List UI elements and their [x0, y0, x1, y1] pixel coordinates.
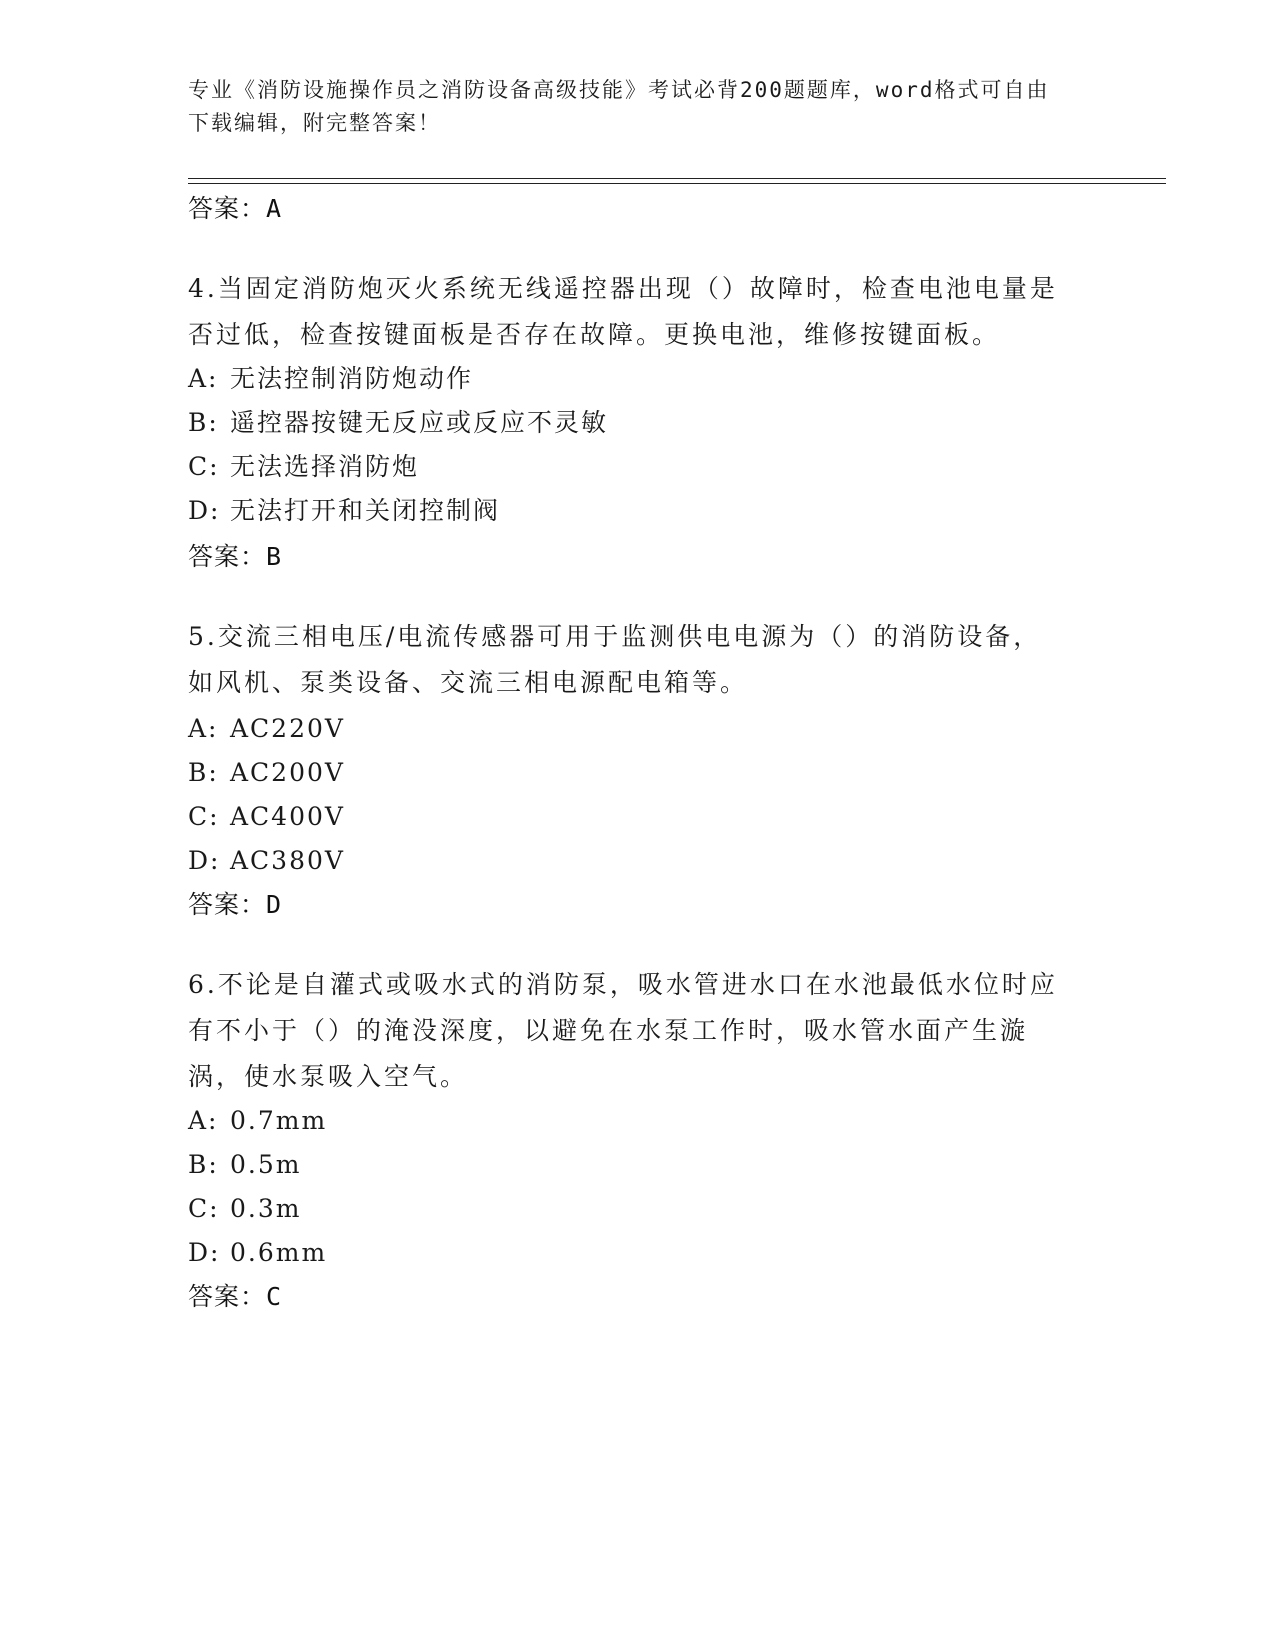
option-key: C: — [188, 1194, 220, 1223]
document-header: 专业《消防设施操作员之消防设备高级技能》考试必背200题题库，word格式可自由下载编辑，附完整答案！ — [188, 78, 1050, 135]
option-text: 遥控器按键无反应或反应不灵敏 — [230, 408, 609, 437]
question-5-option-d — [188, 844, 345, 878]
option-key: B: — [188, 1150, 219, 1179]
question-5-option-a — [188, 712, 345, 746]
option-key: B: — [188, 408, 219, 437]
question-6-option-b — [188, 1148, 301, 1182]
header-divider-bottom — [188, 183, 1166, 184]
option-text: 无法选择消防炮 — [230, 452, 420, 481]
question-6-option-d — [188, 1236, 327, 1270]
option-key: B: — [188, 758, 219, 787]
question-5-option-c — [188, 800, 345, 834]
option-key: C: — [188, 452, 220, 481]
option-key: C: — [188, 802, 220, 831]
question-6-answer: 答案：C — [188, 1282, 283, 1311]
question-4-stem: 4.当固定消防炮灭火系统无线遥控器出现（）故障时，检查电池电量是否过低，检查按键面板是否存在故障。更换电池，维修按键面板。 — [188, 274, 1058, 349]
question-4-answer: 答案：B — [188, 542, 283, 571]
option-text: 0.7mm — [230, 1106, 328, 1135]
option-text: AC380V — [230, 846, 345, 875]
option-key: A: — [188, 364, 219, 393]
option-key: D: — [188, 846, 221, 875]
option-key: A: — [188, 1106, 219, 1135]
option-text: 无法控制消防炮动作 — [230, 364, 474, 393]
question-4-option-c — [188, 450, 419, 484]
option-text: 0.3m — [230, 1194, 302, 1223]
option-text: 0.6mm — [230, 1238, 328, 1267]
question-4-option-d — [188, 494, 500, 528]
option-key: D: — [188, 1238, 221, 1267]
option-text: AC200V — [230, 758, 345, 787]
option-text: 0.5m — [230, 1150, 302, 1179]
question-5-option-b — [188, 756, 345, 790]
question-5-answer: 答案：D — [188, 890, 283, 919]
option-text: 无法打开和关闭控制阀 — [230, 496, 501, 525]
option-text: AC220V — [230, 714, 345, 743]
header-divider-top — [188, 178, 1166, 179]
question-6-stem: 6.不论是自灌式或吸水式的消防泵，吸水管进水口在水池最低水位时应有不小于（）的淹没深度，以避免在水泵工作时，吸水管水面产生漩涡，使水泵吸入空气。 — [188, 970, 1058, 1091]
question-5-stem: 5.交流三相电压/电流传感器可用于监测供电电源为（）的消防设备，如风机、泵类设备、交流三相电源配电箱等。 — [188, 622, 1042, 697]
question-4-option-b — [188, 406, 608, 440]
option-text: AC400V — [230, 802, 345, 831]
question-6-option-c — [188, 1192, 301, 1226]
question-6-option-a — [188, 1104, 327, 1138]
previous-answer: 答案：A — [188, 194, 283, 223]
option-key: D: — [188, 496, 221, 525]
question-4-option-a — [188, 362, 473, 396]
option-key: A: — [188, 714, 219, 743]
